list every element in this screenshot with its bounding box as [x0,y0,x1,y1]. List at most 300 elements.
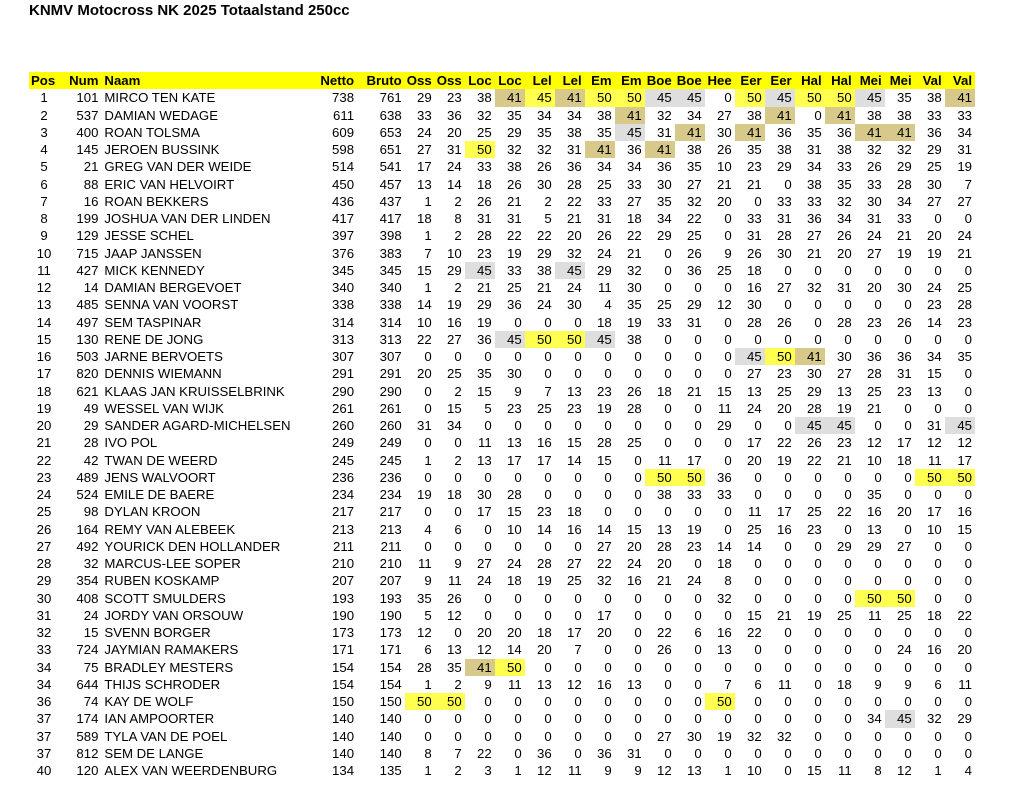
score-cell: 0 [814,590,822,606]
score-cell: 24 [477,573,492,589]
position-cell: 5 [40,159,48,175]
score-cell: 0 [574,314,582,330]
position-cell: 3 [40,124,48,140]
score-cell: 45 [645,89,675,106]
column-header: Em [615,72,645,89]
bruto-cell: 638 [379,107,402,123]
score-cell: 9 [484,676,492,692]
score-cell: 36 [927,124,942,140]
score-cell: 13 [927,383,942,399]
score-cell: 0 [664,280,672,295]
score-cell: 0 [844,469,852,485]
score-cell: 2 [454,228,462,244]
score-cell: 35 [477,366,492,382]
rider-name-cell: ERIC VAN HELVOIRT [104,176,235,192]
table-row [29,503,975,520]
number-cell: 145 [76,142,99,157]
score-cell: 50 [495,659,525,676]
score-cell: 0 [664,694,672,709]
bruto-cell: 307 [379,349,402,364]
score-cell: 34 [657,211,672,226]
score-cell: 6 [934,676,942,692]
score-cell: 19 [777,452,792,468]
score-cell: 23 [897,383,912,399]
number-cell: 130 [76,331,99,347]
score-cell: 0 [874,418,882,433]
score-cell: 36 [537,745,552,761]
bruto-cell: 437 [379,193,402,209]
score-cell: 13 [507,435,522,451]
score-cell: 36 [837,124,852,140]
rider-name-cell: IVO POL [104,435,158,451]
score-cell: 34 [627,159,642,175]
number-cell: 49 [83,400,99,416]
rider-name-cell: DENNIS WIEMANN [104,366,222,382]
score-cell: 21 [507,193,522,209]
table-row [29,383,975,400]
bruto-cell: 210 [379,556,402,571]
rider-name-cell: GREG VAN DER WEIDE [104,159,252,175]
position-cell: 23 [36,469,52,485]
score-cell: 0 [964,573,972,589]
score-cell: 0 [814,694,822,709]
column-header: Bruto [357,72,405,89]
score-cell: 30 [807,366,822,382]
position-cell: 9 [40,228,48,244]
number-cell: 354 [76,573,99,589]
position-cell: 37 [36,745,52,761]
position-cell: 2 [40,107,48,123]
score-cell: 11 [747,504,762,520]
score-cell: 0 [604,418,612,433]
score-cell: 27 [687,176,702,192]
score-cell: 0 [694,331,702,347]
score-cell: 0 [814,642,822,658]
score-cell: 18 [477,176,492,192]
score-cell: 22 [837,504,852,520]
score-cell: 0 [904,625,912,640]
score-cell: 15 [567,435,582,451]
score-cell: 34 [807,159,822,175]
score-cell: 12 [567,676,582,692]
score-cell: 0 [964,694,972,709]
score-cell: 0 [724,659,732,675]
position-cell: 34 [36,676,52,692]
score-cell: 0 [874,262,882,278]
score-cell: 0 [424,711,432,727]
score-cell: 35 [447,659,462,675]
score-cell: 0 [844,262,852,278]
bruto-cell: 651 [379,142,402,157]
score-cell: 22 [777,435,792,451]
score-cell: 0 [784,590,792,606]
score-cell: 18 [507,573,522,589]
score-cell: 23 [957,314,972,330]
bruto-cell: 313 [379,331,402,347]
score-cell: 25 [597,176,612,192]
score-cell: 28 [777,228,792,244]
number-cell: 98 [83,504,99,520]
netto-cell: 609 [332,124,355,140]
score-cell: 0 [694,435,702,451]
score-cell: 0 [484,694,492,709]
score-cell: 9 [604,763,612,778]
score-cell: 17 [687,452,702,468]
score-cell: 17 [927,504,942,520]
score-cell: 21 [777,607,792,623]
score-cell: 0 [754,418,762,433]
score-cell: 2 [454,280,462,295]
score-cell: 0 [484,607,492,623]
position-cell: 33 [36,642,52,658]
score-cell: 8 [874,763,882,778]
score-cell: 0 [724,331,732,347]
score-cell: 25 [477,124,492,140]
score-cell: 0 [694,642,702,658]
score-cell: 0 [784,711,792,727]
netto-cell: 245 [332,452,355,468]
score-cell: 0 [964,659,972,675]
score-cell: 17 [777,504,792,520]
score-cell: 1 [724,763,732,778]
score-cell: 26 [837,228,852,244]
position-cell: 11 [37,262,51,278]
table-row [29,262,975,279]
score-cell: 27 [957,193,972,209]
score-cell: 30 [747,297,762,313]
score-cell: 29 [447,262,462,278]
score-cell: 7 [544,383,552,399]
score-cell: 16 [627,573,642,589]
score-cell: 0 [844,521,852,537]
score-cell: 22 [807,452,822,468]
netto-cell: 217 [332,504,355,520]
score-cell: 16 [537,435,552,451]
score-cell: 16 [747,280,762,295]
score-cell: 14 [597,521,612,537]
netto-cell: 376 [332,245,355,261]
column-header: Loc [465,72,495,89]
table-row [29,676,975,693]
netto-cell: 611 [333,107,355,123]
score-cell: 0 [634,625,642,640]
score-cell: 21 [567,211,582,226]
score-cell: 21 [897,228,912,244]
score-cell: 0 [814,711,822,727]
score-cell: 0 [844,590,852,606]
rider-name-cell: TYLA VAN DE POEL [104,728,228,744]
page-title: KNMV Motocross NK 2025 Totaalstand 250cc [29,2,350,19]
score-cell: 23 [837,435,852,451]
score-cell: 0 [514,607,522,623]
netto-cell: 738 [332,90,355,106]
column-header: Oss [405,72,435,89]
score-cell: 0 [664,711,672,727]
score-cell: 16 [927,642,942,658]
number-cell: 492 [76,538,99,554]
score-cell: 34 [897,193,912,209]
score-cell: 0 [964,400,972,416]
score-cell: 6 [424,642,432,658]
column-header: Loc [495,72,525,89]
score-cell: 0 [454,711,462,727]
score-cell: 35 [867,487,882,502]
score-cell: 41 [885,124,915,141]
table-row [29,762,975,779]
table-row [29,417,975,434]
score-cell: 24 [507,556,522,571]
score-cell: 0 [874,556,882,571]
score-cell: 24 [567,280,582,295]
rider-name-cell: MARCUS-LEE SOPER [104,556,241,571]
position-cell: 37 [36,728,52,744]
score-cell: 15 [597,452,612,468]
score-cell: 4 [424,521,432,537]
column-header: Hal [825,72,855,89]
score-cell: 0 [934,625,942,640]
score-cell: 41 [585,141,615,158]
score-cell: 9 [514,383,522,399]
bruto-cell: 234 [379,487,402,502]
score-cell: 0 [634,694,642,709]
column-header: Pos [29,72,59,89]
score-cell: 26 [537,159,552,175]
score-cell: 33 [837,159,852,175]
score-cell: 0 [694,745,702,761]
score-cell: 0 [754,642,762,658]
score-cell: 24 [687,573,702,589]
position-cell: 24 [36,487,52,502]
score-cell: 0 [634,452,642,468]
score-cell: 11 [507,676,522,692]
score-cell: 50 [525,331,555,348]
position-cell: 10 [36,245,52,261]
rider-name-cell: KLAAS JAN KRUISSELBRINK [104,383,285,399]
score-cell: 17 [597,607,612,623]
rider-name-cell: SVENN BORGER [104,625,211,640]
score-cell: 0 [664,659,672,675]
score-cell: 36 [447,107,462,123]
score-cell: 28 [537,556,552,571]
score-cell: 50 [855,590,885,607]
score-cell: 25 [867,383,882,399]
column-header: Em [585,72,615,89]
score-cell: 15 [477,383,492,399]
score-cell: 0 [724,90,732,106]
score-cell: 0 [784,331,792,347]
score-cell: 0 [844,659,852,675]
score-cell: 0 [904,728,912,744]
score-cell: 11 [657,452,672,468]
score-cell: 32 [627,262,642,278]
bruto-cell: 653 [379,124,402,140]
score-cell: 0 [934,331,942,347]
score-cell: 0 [634,349,642,364]
score-cell: 34 [687,107,702,123]
score-cell: 7 [724,676,732,692]
score-cell: 1 [424,452,432,468]
score-cell: 0 [784,763,792,778]
score-cell: 15 [717,383,732,399]
score-cell: 0 [904,331,912,347]
number-cell: 503 [76,349,99,364]
score-cell: 0 [754,556,762,571]
score-cell: 0 [634,728,642,744]
number-cell: 15 [83,625,99,640]
score-cell: 25 [687,228,702,244]
number-cell: 21 [83,159,99,175]
score-cell: 20 [447,124,462,140]
score-cell: 0 [754,711,762,727]
score-cell: 0 [814,469,822,485]
score-cell: 33 [867,176,882,192]
score-cell: 1 [424,763,432,778]
score-cell: 0 [814,676,822,692]
score-cell: 0 [844,642,852,658]
score-cell: 13 [417,176,432,192]
column-header: Boe [645,72,675,89]
score-cell: 31 [477,211,492,226]
netto-cell: 207 [332,573,355,589]
bruto-cell: 260 [379,418,402,433]
score-cell: 17 [507,452,522,468]
bruto-cell: 140 [379,745,402,761]
score-cell: 2 [454,383,462,399]
bruto-cell: 761 [379,90,402,106]
score-cell: 1 [424,676,432,692]
score-cell: 23 [747,159,762,175]
score-cell: 0 [544,538,552,554]
netto-cell: 598 [332,142,355,157]
score-cell: 0 [724,521,732,537]
score-cell: 0 [544,366,552,382]
score-cell: 31 [567,142,582,157]
score-cell: 34 [867,711,882,727]
score-cell: 0 [484,469,492,485]
number-cell: 724 [76,642,99,658]
bruto-cell: 245 [379,452,402,468]
score-cell: 22 [477,745,492,761]
score-cell: 32 [507,142,522,157]
score-cell: 32 [597,573,612,589]
column-header: Netto [308,72,357,89]
number-cell: 427 [76,262,99,278]
score-cell: 0 [454,538,462,554]
score-cell: 29 [477,297,492,313]
position-cell: 7 [40,193,48,209]
score-cell: 0 [874,694,882,709]
position-cell: 12 [36,280,52,295]
score-cell: 45 [615,124,645,141]
score-cell: 0 [694,504,702,520]
rider-name-cell: JORDY VAN ORSOUW [104,607,244,623]
score-cell: 36 [807,211,822,226]
score-cell: 0 [694,711,702,727]
number-cell: 16 [83,193,99,209]
score-cell: 21 [957,245,972,261]
bruto-cell: 340 [379,280,402,295]
score-cell: 33 [957,107,972,123]
score-cell: 28 [837,314,852,330]
score-cell: 0 [874,659,882,675]
score-cell: 8 [724,573,732,589]
number-cell: 24 [83,607,99,623]
number-cell: 589 [76,728,99,744]
score-cell: 0 [604,469,612,485]
score-cell: 28 [477,228,492,244]
score-cell: 25 [837,607,852,623]
score-cell: 2 [454,676,462,692]
score-cell: 13 [837,383,852,399]
score-cell: 28 [627,400,642,416]
score-cell: 26 [687,245,702,261]
score-cell: 28 [417,659,432,675]
score-cell: 15 [747,607,762,623]
score-cell: 27 [657,728,672,744]
score-cell: 0 [694,400,702,416]
score-cell: 50 [945,469,975,486]
score-cell: 18 [417,211,432,226]
rider-name-cell: SEM TASPINAR [104,314,202,330]
score-cell: 32 [477,107,492,123]
score-cell: 31 [837,280,852,295]
rider-name-cell: JESSE SCHEL [104,228,194,244]
score-cell: 32 [567,245,582,261]
score-cell: 0 [514,711,522,727]
score-cell: 33 [777,193,792,209]
score-cell: 5 [424,607,432,623]
score-cell: 36 [477,331,492,347]
score-cell: 0 [904,487,912,502]
score-cell: 19 [957,159,972,175]
score-cell: 0 [724,228,732,244]
score-cell: 16 [597,676,612,692]
score-cell: 34 [567,107,582,123]
netto-cell: 313 [332,331,355,347]
score-cell: 21 [837,452,852,468]
column-header: Val [945,72,975,89]
score-cell: 29 [507,124,522,140]
score-cell: 36 [627,142,642,157]
position-cell: 14 [36,314,52,330]
score-cell: 0 [634,366,642,382]
score-cell: 31 [447,142,462,157]
score-cell: 0 [424,400,432,416]
score-cell: 0 [784,694,792,709]
score-cell: 45 [885,710,915,727]
score-cell: 26 [897,314,912,330]
score-cell: 34 [927,349,942,364]
score-cell: 19 [597,400,612,416]
score-cell: 0 [844,331,852,347]
score-cell: 32 [927,711,942,727]
score-cell: 20 [837,245,852,261]
rider-name-cell: THIJS SCHRODER [104,676,221,692]
score-cell: 36 [597,745,612,761]
score-cell: 19 [837,400,852,416]
score-cell: 32 [897,142,912,157]
score-cell: 21 [627,245,642,261]
score-cell: 27 [447,331,462,347]
score-cell: 0 [814,745,822,761]
score-cell: 15 [807,763,822,778]
score-cell: 28 [567,176,582,192]
score-cell: 14 [537,521,552,537]
score-cell: 12 [717,297,732,313]
number-cell: 621 [76,383,99,399]
score-cell: 0 [874,573,882,589]
score-cell: 13 [867,521,882,537]
